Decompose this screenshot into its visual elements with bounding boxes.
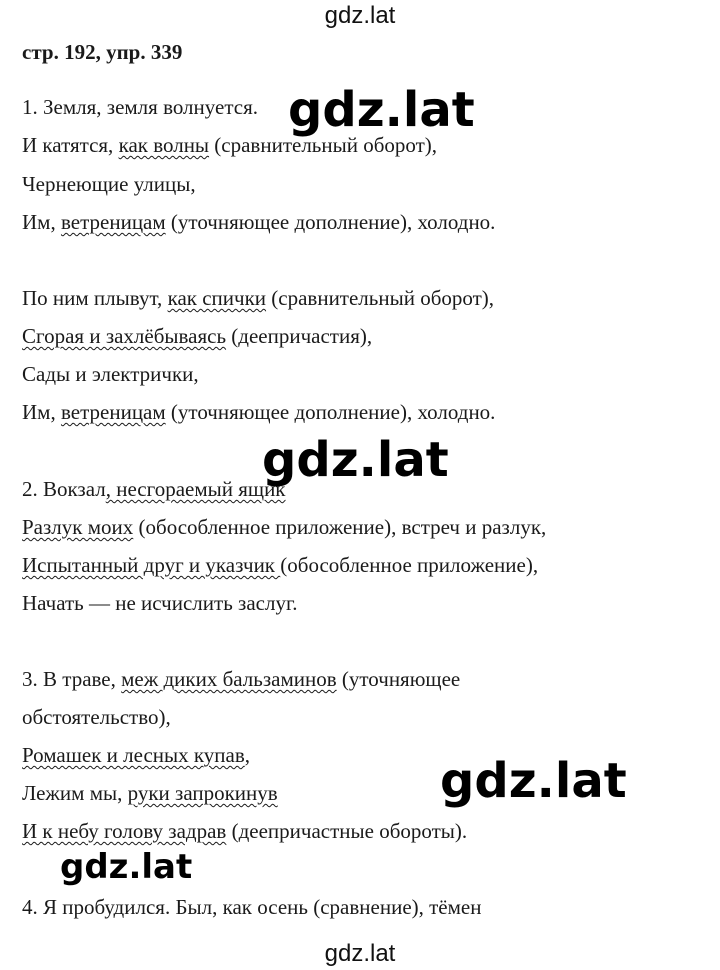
line-text: Чернеющие улицы, — [22, 172, 196, 196]
underlined-fragment: меж диких бальзаминов — [121, 667, 337, 691]
poem-line — [22, 705, 171, 729]
poem-line — [22, 781, 278, 805]
underlined-fragment: , несгораемый ящик — [105, 477, 286, 501]
line-text: (деепричастные обороты). — [226, 819, 468, 843]
watermark-overlay: gdz.lat — [288, 82, 475, 138]
poem-line — [22, 819, 467, 843]
poem-line — [22, 515, 546, 539]
line-text: Сады и электрички, — [22, 362, 199, 386]
line-text: (деепричастия), — [226, 324, 373, 348]
underlined-fragment: Ромашек и лесных купав — [22, 743, 245, 767]
underlined-fragment: как волны — [118, 133, 210, 157]
poem-line — [22, 477, 286, 501]
poem-line — [22, 400, 495, 424]
poem-line — [22, 362, 199, 386]
poem-line — [22, 553, 538, 577]
line-text: И катятся, — [22, 133, 119, 157]
line-text: 2. Вокзал — [22, 477, 106, 501]
poem-line — [22, 591, 297, 615]
underlined-fragment: Разлук моих — [22, 515, 134, 539]
line-text: (уточняющее дополнение), холодно. — [165, 210, 496, 234]
line-text: (уточняющее — [336, 667, 461, 691]
underlined-fragment: И к небу голову задрав — [22, 819, 227, 843]
line-text: 4. Я пробудился. Был, как осень (сравнение), тёмен — [22, 895, 482, 919]
line-text: По ним плывут, — [22, 286, 168, 310]
underlined-fragment: ветреницам — [60, 400, 166, 424]
exercise-heading: стр. 192, упр. 339 — [22, 40, 183, 64]
line-text: Начать — не исчислить заслуг. — [22, 591, 298, 615]
watermark-overlay: gdz.lat — [262, 432, 449, 488]
watermark-footer: gdz.lat — [324, 940, 396, 967]
poem-line — [22, 667, 460, 691]
poem-line — [22, 895, 481, 919]
underlined-fragment: руки запрокинув — [127, 781, 278, 805]
poem-line — [22, 324, 372, 348]
watermark-overlay: gdz.lat — [440, 753, 627, 809]
line-text: Им, — [22, 210, 61, 234]
underlined-fragment: Испытанный друг и указчик — [22, 553, 281, 577]
watermark-header: gdz.lat — [324, 2, 396, 29]
line-text: 1. Земля, земля волнуется. — [22, 95, 258, 119]
poem-line — [22, 286, 494, 310]
line-text: , — [244, 743, 251, 767]
watermark-overlay: gdz.lat — [60, 847, 193, 887]
line-text: 3. В траве, — [22, 667, 122, 691]
line-text: Лежим мы, — [22, 781, 128, 805]
poem-line — [22, 172, 196, 196]
underlined-fragment: как спички — [167, 286, 267, 310]
underlined-fragment: ветреницам — [60, 210, 166, 234]
line-text: (обособленное приложение), встреч и разлук, — [133, 515, 547, 539]
line-text: (обособленное приложение), — [280, 553, 539, 577]
line-text: обстоятельство), — [22, 705, 171, 729]
underlined-fragment: Сгорая и захлёбываясь — [22, 324, 227, 348]
line-text: (уточняющее дополнение), холодно. — [165, 400, 496, 424]
poem-line — [22, 95, 258, 119]
line-text: Им, — [22, 400, 61, 424]
line-text: (сравнительный оборот), — [266, 286, 495, 310]
poem-line — [22, 210, 495, 234]
line-text: (сравнительный оборот), — [209, 133, 438, 157]
poem-line — [22, 743, 250, 767]
